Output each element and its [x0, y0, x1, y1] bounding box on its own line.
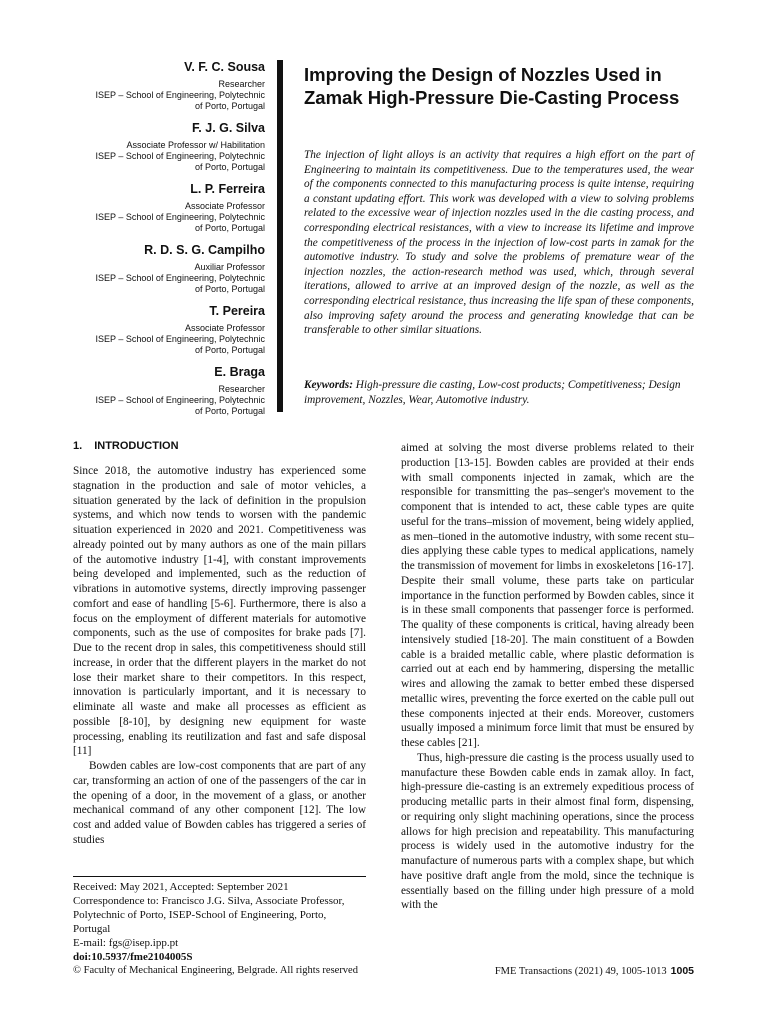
keywords-text: High-pressure die casting, Low-cost products; Competitiveness; Design improvement, Nozzles, Wear, Automotive industry. [304, 379, 681, 406]
author-affiliation: ISEP – School of Engineering, Polytechnic [95, 90, 265, 100]
author-name: R. D. S. G. Campilho [144, 243, 265, 257]
journal-reference: FME Transactions (2021) 49, 1005-1013 [494, 966, 667, 977]
author-role: Associate Professor w/ Habilitation [126, 140, 265, 150]
paragraph: aimed at solving the most diverse problems related to their production [13-15]. Bowden cables are provided at their ends with small components injected in zamak, which are the responsible for transmitting the pas–senger's movement to the component that is intended to act, these cable types are quite useful for the trans–mission of movement, being widely applied, as men–tioned in the automotive industry, with some recent stu–dies applying these cable types to medical applications, namely the transmission of movement for limbs in exoskeletons [16-17]. Despite their small volume, these parts take on particular importance in the function performed by Bowden cables, since it is in these small components that passenger force is performed. The quality of these components is critical, having already been intensively studied [18-20]. The main constituent of a Bowden cable is a braided metallic cable, where plastic deformation is carried out at each end by hammering, dispersing the metallic wires and allowing the zamak to better embed these dispersed metallic wires, preventing the force exerted on the cable pull out these components injected at their ends. Moreover, customers usually imposed a minimum force limit that must be ensured by these cables [21]. [401, 442, 695, 749]
author-affiliation-city: of Porto, Portugal [194, 101, 265, 111]
author-affiliation-city: of Porto, Portugal [194, 284, 265, 294]
author-affiliation-city: of Porto, Portugal [194, 162, 265, 172]
author-entry [60, 60, 265, 112]
keywords [304, 378, 694, 407]
author-name: F. J. G. Silva [192, 121, 265, 135]
author-name: L. P. Ferreira [190, 182, 265, 196]
author-entry [60, 365, 265, 417]
author-role: Associate Professor [184, 201, 265, 211]
footnote [73, 881, 366, 964]
author-role: Researcher [218, 384, 265, 394]
received-date: Received: May 2021, Accepted: September 2021 [73, 881, 289, 893]
footnote-rule [73, 876, 366, 877]
author-affiliation: ISEP – School of Engineering, Polytechnic [95, 151, 265, 161]
title-divider-bar [277, 60, 283, 412]
section-heading [73, 440, 179, 452]
correspondence: Correspondence to: Francisco J.G. Silva, Associate Professor, Polytechnic of Porto, ISEP-School of Engineering, Porto, Portugal [73, 894, 345, 935]
right-column [401, 441, 694, 913]
author-entry [60, 304, 265, 356]
page-number: 1005 [670, 965, 694, 977]
doi: doi:10.5937/fme2104005S [73, 950, 193, 963]
author-affiliation-city: of Porto, Portugal [194, 223, 265, 233]
author-affiliation: ISEP – School of Engineering, Polytechnic [95, 273, 265, 283]
left-column [73, 464, 366, 848]
author-name: V. F. C. Sousa [184, 60, 265, 74]
author-affiliation: ISEP – School of Engineering, Polytechnic [95, 212, 265, 222]
copyright: © Faculty of Mechanical Engineering, Belgrade. All rights reserved [73, 965, 358, 976]
keywords-label: Keywords: [304, 379, 353, 391]
abstract: The injection of light alloys is an activity that requires a high effort on the part of Engineering to maintain its competitiveness. Due to the temperatures used, the wear of the components connected to this manufacturing process is quite intense, requiring a constant updating effort. This work was developed with a view to solving problems related to the excessive wear of injection nozzles used in the die casting process, and corresponding electrical resistances, with a view to increase its lifetime and improve the competitiveness of the process in the injection of low-cost parts in zamak for the automotive industry. To study and solve the problems of premature wear of the injection nozzles, the action-research method was used, which, through several iterations, allowed to arrive at an improved design of the nozzle, as well as the corresponding electrical resistance, thus increasing the life span of these components, also improving safety around the process and generating knowledge that can be transferable to other similar situations. [304, 149, 694, 337]
author-affiliation-city: of Porto, Portugal [194, 345, 265, 355]
author-role: Researcher [218, 79, 265, 89]
author-affiliation: ISEP – School of Engineering, Polytechnic [95, 334, 265, 344]
author-affiliation: ISEP – School of Engineering, Polytechnic [95, 395, 265, 405]
author-list [60, 60, 265, 426]
paper-title: Improving the Design of Nozzles Used in Zamak High-Pressure Die-Casting Process [304, 64, 680, 108]
author-entry [60, 243, 265, 295]
section-number: 1. [73, 440, 83, 452]
author-affiliation-city: of Porto, Portugal [194, 406, 265, 416]
author-entry [60, 182, 265, 234]
author-name: E. Braga [214, 365, 265, 379]
section-title: INTRODUCTION [94, 440, 179, 452]
author-entry [60, 121, 265, 173]
email: E-mail: fgs@isep.ipp.pt [73, 936, 179, 949]
author-role: Associate Professor [184, 323, 265, 333]
paragraph: Thus, high-pressure die casting is the process usually used to manufacture these Bowden cable ends in zamak alloy. In fact, high-pressure die-casting is an extremely expeditious process of producing metallic parts in their almost final form, dispensing, or requiring only slight machining operations, since the process allows for high precision and repeatability. This manufacturing process is widely used in the automotive industry for the manufacture of numerous parts with a complex shape, but which have positive draft angle from the mold, since the technique is essentially based on the filling under high pressure of a mold with the [401, 751, 694, 912]
journal-footer [495, 965, 694, 977]
author-name: T. Pereira [209, 304, 265, 318]
author-role: Auxiliar Professor [194, 262, 265, 272]
paragraph: Bowden cables are low-cost components that are part of any car, transforming an action of one of the passengers of the car in the opening of a door, in the movement of a glass, or another mechanical command of any other component [12]. The low cost and added value of Bowden cables has triggered a series of studies [73, 760, 366, 846]
paragraph: Since 2018, the automotive industry has experienced some stagnation in the production and sale of motor vehicles, a situation generated by the lack of definition in the propulsion systems, and which now tends to worsen with the pandemic situation experienced in 2020 and 2021. Competitiveness was already pointed out by many authors as one of the main pillars of the automotive industry [1-4], with constant improvements being developed and implemented, such as the reduction of vibrations in automotive systems, directly improving passenger comfort and ease of handling [5-6]. Furthermore, there is also a focus on the employment of different materials for automotive components, such as the use of composites for brake pads [7]. Due to the recent drop in sales, this competitiveness should still increase, in order that the different players in the market do not lose their market share to their competitors. In this respect, innovation is particularly important, and it is necessary to eliminate all waste and make all processes as efficient as possible [8-10], by designing new equipment for waste processing, enabling its reutilization and fast and safe disposal [11] [73, 465, 366, 758]
